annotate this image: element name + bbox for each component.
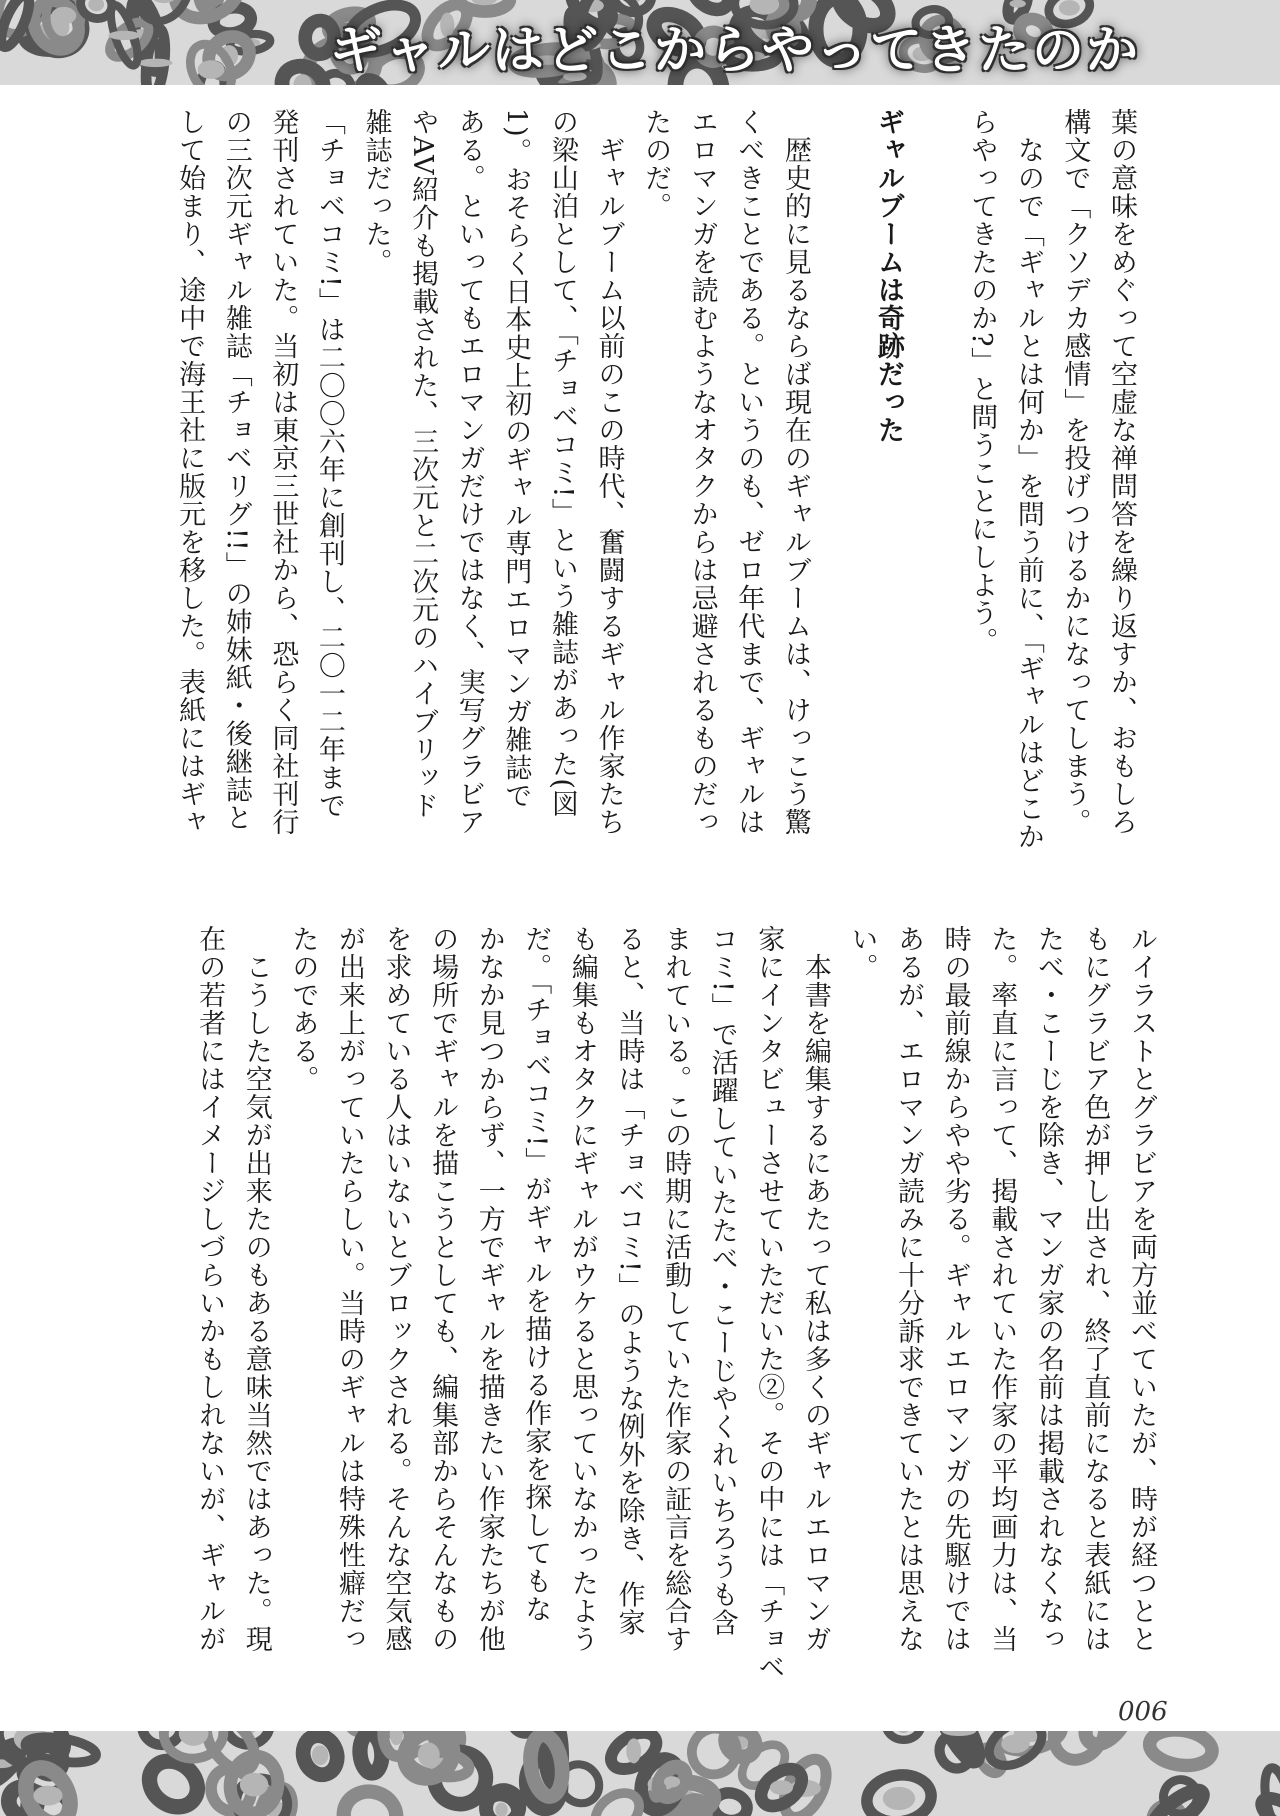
leopard-spot [339, 1787, 401, 1816]
text-column: が出来上がっていたらしい。当時のギャルは特殊性癖だっ [333, 925, 365, 1653]
text-column: ある。といってもエロマンガだけではなく、実写グラビア [453, 108, 485, 836]
text-column: こうした空気が出来たのもある意味当然ではあった。現 [240, 925, 272, 1653]
text-column: た。率直に言って、掲載されていた作家の平均画力は、当 [986, 925, 1018, 1653]
text-column: も編集もオタクにギャルがウケると思っていなかったよう [566, 925, 598, 1653]
leopard-spot-center [770, 1780, 793, 1795]
text-column: 本書を編集するにあたって私は多くのギャルエロマンガ [799, 925, 831, 1653]
leopard-footer-banner [0, 1731, 1280, 1816]
text-column: 在の若者にはイメージしづらいかもしれないが、ギャルが [194, 925, 226, 1653]
text-column: 葉の意味をめぐって空虚な禅問答を繰り返すか、おもしろ [1106, 108, 1137, 836]
text-column: 時の最前線からやや劣る。ギャルエロマンガの先駆けでは [939, 925, 971, 1653]
text-column: して始まり、途中で海王社に版元を移した。表紙にはギャ [174, 108, 206, 836]
leopard-spot-center [88, 0, 104, 11]
text-column: を求めている人はいないとブロックされる。そんな空気感 [380, 925, 412, 1653]
section-heading: ギャルブームは奇跡だった [873, 108, 905, 444]
leopard-spot-center [198, 60, 225, 79]
text-column: 「チョベコミ!」は二〇〇六年に創刊し、二〇一二年まで [313, 108, 345, 820]
text-column: 発刊されていた。当初は東京三世社から、恐らく同社刊行 [267, 108, 299, 836]
text-column: らやってきたのか?」と問うことにしよう。 [966, 108, 998, 656]
text-column [911, 108, 958, 868]
text-column: くべきことである。というのも、ゼロ年代まで、ギャルは [733, 108, 765, 836]
text-column: い。 [846, 925, 878, 981]
text-column: 構文で「クソデカ感情」を投げつけるかになってしまう。 [1059, 108, 1091, 836]
leopard-spot-center [51, 7, 76, 25]
text-column: ギャルブーム以前のこの時代、奮闘するギャル作家たち [593, 108, 625, 836]
leopard-spot [1256, 1792, 1280, 1816]
text-column: エロマンガを読むようなオタクからは忌避されるものだっ [686, 108, 718, 836]
text-column: の三次元ギャル雑誌「チョベリグ!!」の姉妹紙・後継誌と [220, 108, 252, 832]
text-column: やAV紹介も掲載された、三次元と二次元のハイブリッド [407, 108, 439, 820]
text-column: ルイラストとグラビアを両方並べていたが、時が経つとと [1126, 925, 1157, 1653]
leopard-spot-center [626, 1738, 641, 1763]
upper-text-block [166, 108, 1144, 868]
text-column: の場所でギャルを描こうとしても、編集部からそんなもの [427, 925, 459, 1653]
leopard-spot-center [108, 31, 140, 40]
leopard-spot-center [33, 1786, 62, 1806]
leopard-spot-center [495, 1803, 507, 1816]
text-column: なので「ギャルとは何か」を問う前に、「ギャルはどこか [1012, 108, 1044, 851]
leopard-spot [1147, 1731, 1214, 1769]
leopard-spot-center [1010, 0, 1026, 8]
leopard-spot-center [1001, 1735, 1030, 1754]
leopard-spot-center [664, 1776, 680, 1787]
leopard-spot-center [883, 1787, 915, 1810]
text-column: たべ・こーじを除き、マンガ家の名前は掲載されなくなっ [1032, 925, 1064, 1653]
text-column: だ。「チョベコミ!」がギャルを描ける作家を探してもな [520, 925, 552, 1624]
text-column: 歴史的に見るならば現在のギャルブームは、けっこう驚 [779, 108, 811, 836]
leopard-spot-center [896, 1731, 912, 1733]
text-column: 雑誌だった。 [360, 108, 392, 276]
text-column: コミ!」で活躍していたたべ・こーじやくれいちろうも含 [706, 925, 738, 1637]
lower-text-block [186, 925, 1164, 1685]
text-column: あるが、エロマンガ読みに十分訴求できていたとは思えな [893, 925, 925, 1653]
leopard-spot-center [240, 1773, 268, 1797]
text-column: ると、当時は「チョベコミ!」のような例外を除き、作家 [613, 925, 645, 1637]
leopard-spot-center [138, 59, 172, 68]
leopard-spot-center [418, 1743, 440, 1768]
text-column: の梁山泊として、「チョベコミ!」という雑誌があった(図 [546, 108, 578, 818]
leopard-header-banner [0, 0, 1280, 85]
text-column: かなか見つからず、一方でギャルを描きたい作家たちが他 [473, 925, 505, 1653]
text-column: 1)。おそらく日本史上初のギャル専門エロマンガ雑誌で [500, 108, 532, 810]
leopard-spot-center [312, 1745, 329, 1765]
page-number: 006 [1118, 1697, 1168, 1727]
leopard-pattern [0, 1731, 1280, 1816]
text-column [818, 108, 865, 868]
chapter-title: ギャルはどこからやってきたのか [329, 21, 1140, 81]
text-column: たのだ。 [640, 108, 672, 220]
text-column: たのである。 [287, 925, 319, 1093]
leopard-spot [684, 1731, 745, 1783]
text-column: もにグラビア色が押し出され、終了直前になると表紙には [1079, 925, 1111, 1653]
text-column: 家にインタビューさせていただいた②。その中には「チョベ [753, 925, 785, 1681]
text-column: まれている。この時期に活動していた作家の証言を総合す [660, 925, 692, 1653]
